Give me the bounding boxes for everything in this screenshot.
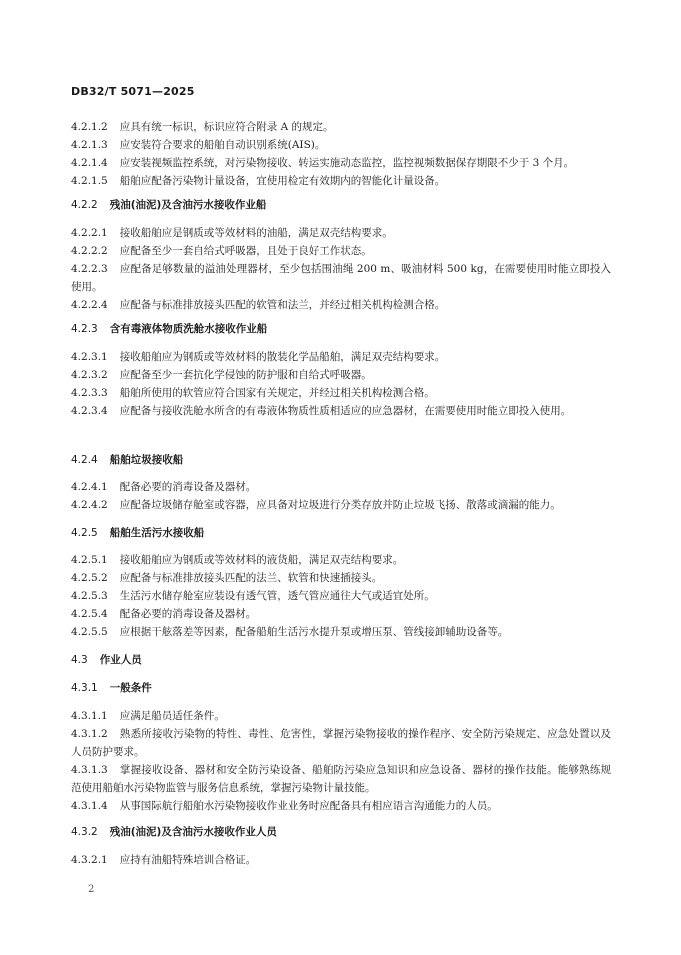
clause-number: 4.2.3.1: [71, 351, 108, 363]
clause: [71, 605, 611, 623]
clause-number: 4.2.3.4: [71, 405, 108, 417]
clause: [71, 569, 611, 587]
clause: [71, 496, 611, 514]
section-4-2-4: [71, 451, 611, 469]
clause-group-4-3-1: [71, 707, 611, 815]
clause-group-4-2-2: [71, 224, 611, 314]
clause: [71, 851, 611, 869]
clause-text: 接收船舶应是钢质或等效材料的油船，满足双壳结构要求。: [119, 227, 393, 239]
clause: [71, 242, 611, 260]
clause-group-4-2-3: [71, 348, 611, 420]
section-heading: [71, 196, 611, 214]
clause-text: 应根据干舷落差等因素，配备船舶生活污水提升泵或增压泵、管线接卸辅助设备等。: [119, 626, 509, 638]
section-heading: [71, 679, 611, 697]
clause-number: 4.2.5.5: [71, 626, 108, 638]
clause: [71, 725, 611, 761]
clause-number: 4.3.1.4: [71, 800, 108, 812]
clause-text: 应安装视频监控系统，对污染物接收、转运实施动态监控，监控视频数据保存期限不少于 3 个月。: [119, 157, 575, 169]
clause: [71, 224, 611, 242]
section-number: 4.3.2: [71, 826, 98, 838]
clause: [71, 384, 611, 402]
clause: [71, 402, 611, 420]
clause-text: 应配备至少一套抗化学侵蚀的防护服和自给式呼吸器。: [119, 369, 372, 381]
clause-text: 应安装符合要求的船舶自动识别系统(AIS)。: [119, 139, 326, 151]
clause-number: 4.2.5.3: [71, 590, 108, 602]
clause-number: 4.2.1.3: [71, 139, 108, 151]
clause-text: 从事国际航行船舶水污染物接收作业业务时应配备具有相应语言沟通能力的人员。: [119, 800, 498, 812]
clause-number: 4.3.1.2: [71, 728, 108, 740]
section-title: 残油(油泥)及含油污水接收作业船: [109, 199, 267, 211]
clause: [71, 707, 611, 725]
section-number: 4.2.3: [71, 323, 98, 335]
clause: [71, 797, 611, 815]
clause-number: 4.2.4.2: [71, 499, 108, 511]
clause-number: 4.2.5.1: [71, 554, 108, 566]
clause-text: 船舶应配备污染物计量设备，宜使用检定有效期内的智能化计量设备。: [119, 175, 446, 187]
clause: [71, 623, 611, 641]
section-title: 船舶垃圾接收船: [109, 454, 184, 466]
clause: [71, 366, 611, 384]
clause-text: 应具有统一标识，标识应符合附录 A 的规定。: [119, 121, 334, 133]
clause-text: 应配备与标准排放接头匹配的软管和法兰，并经过相关机构检测合格。: [119, 299, 446, 311]
section-title: 一般条件: [109, 682, 152, 694]
clause-number: 4.2.5.4: [71, 608, 108, 620]
clause-number: 4.3.2.1: [71, 854, 108, 866]
clause-number: 4.2.3.3: [71, 387, 108, 399]
clause-text: 应持有油船特殊培训合格证。: [119, 854, 257, 866]
section-title: 残油(油泥)及含油污水接收作业人员: [109, 826, 277, 838]
clause-group-4-2-5: [71, 551, 611, 641]
section-number: 4.2.5: [71, 527, 98, 539]
clause-number: 4.3.1.1: [71, 710, 108, 722]
clause: [71, 478, 611, 496]
clause: [71, 348, 611, 366]
section-heading: [71, 451, 611, 469]
clause-text: 船舶所使用的软管应符合国家有关规定，并经过相关机构检测合格。: [119, 387, 435, 399]
section-title: 作业人员: [99, 654, 142, 666]
clause-number: 4.2.4.1: [71, 481, 108, 493]
clause: [71, 118, 611, 136]
section-heading: [71, 320, 611, 338]
clause-number: 4.2.3.2: [71, 369, 108, 381]
clause-number: 4.3.1.3: [71, 764, 108, 776]
clause-number: 4.2.1.2: [71, 121, 108, 133]
clause-number: 4.2.2.2: [71, 245, 108, 257]
standard-code-header: DB32/T 5071—2025: [71, 85, 195, 98]
section-4-3: [71, 651, 611, 669]
clause-text: 生活污水储存舱室应装设有透气管，透气管应通往大气或适宜处所。: [119, 590, 435, 602]
clause-number: 4.2.2.4: [71, 299, 108, 311]
clause-text: 应配备至少一套自给式呼吸器，且处于良好工作状态。: [119, 245, 372, 257]
section-title: 含有毒液体物质洗舱水接收作业船: [109, 323, 268, 335]
clause-text: 掌握接收设备、器材和安全防污染设备、船舶防污染应急知识和应急设备、器材的操作技能。能够熟练规范使用船舶水污染物监管与服务信息系统，掌握污染物计量技能。: [71, 764, 611, 794]
clause-number: 4.2.1.4: [71, 157, 108, 169]
clause-text: 配备必要的消毒设备及器材。: [119, 608, 257, 620]
clause-number: 4.2.5.2: [71, 572, 108, 584]
page-number: 2: [88, 884, 95, 895]
clause-number: 4.2.2.3: [71, 263, 108, 275]
section-number: 4.3.1: [71, 682, 98, 694]
clause-number: 4.2.1.5: [71, 175, 108, 187]
clause-text: 接收船舶应为钢质或等效材料的液货船，满足双壳结构要求。: [119, 554, 404, 566]
clause: [71, 296, 611, 314]
section-number: 4.2.2: [71, 199, 98, 211]
section-title: 船舶生活污水接收船: [109, 527, 205, 539]
section-number: 4.2.4: [71, 454, 98, 466]
clause-group-4-3-2: [71, 851, 611, 869]
section-4-3-1: [71, 679, 611, 697]
section-4-2-2: [71, 196, 611, 214]
clause-text: 应配备足够数量的溢油处理器材，至少包括围油绳 200 m、吸油材料 500 kg，在需要使用时能立即投入使用。: [71, 263, 611, 293]
clause: [71, 172, 611, 190]
clause: [71, 587, 611, 605]
clause-text: 接收船舶应为钢质或等效材料的散装化学品船舶，满足双壳结构要求。: [119, 351, 446, 363]
clause: [71, 260, 611, 296]
section-number: 4.3: [71, 654, 88, 666]
section-heading: [71, 651, 611, 669]
clause-text: 应配备与接收洗舱水所含的有毒液体物质性质相适应的应急器材，在需要使用时能立即投入使用。: [119, 405, 572, 417]
clause-text: 应配备与标准排放接头匹配的法兰、软管和快速插接头。: [119, 572, 383, 584]
clause-text: 应配备垃圾储存舱室或容器，应具备对垃圾进行分类存放并防止垃圾飞扬、散落或滴漏的能力。: [119, 499, 561, 511]
clause: [71, 551, 611, 569]
clause-text: 应满足船员适任条件。: [119, 710, 225, 722]
section-4-2-3: [71, 320, 611, 338]
clause-group-4-2-1: [71, 118, 611, 190]
section-heading: [71, 524, 611, 542]
clause-text: 配备必要的消毒设备及器材。: [119, 481, 257, 493]
section-4-3-2: [71, 823, 611, 841]
clause-text: 熟悉所接收污染物的特性、毒性、危害性，掌握污染物接收的操作程序、安全防污染规定、应急处置以及人员防护要求。: [71, 728, 611, 758]
clause-number: 4.2.2.1: [71, 227, 108, 239]
section-4-2-5: [71, 524, 611, 542]
clause: [71, 136, 611, 154]
clause: [71, 154, 611, 172]
section-heading: [71, 823, 611, 841]
clause: [71, 761, 611, 797]
clause-group-4-2-4: [71, 478, 611, 514]
